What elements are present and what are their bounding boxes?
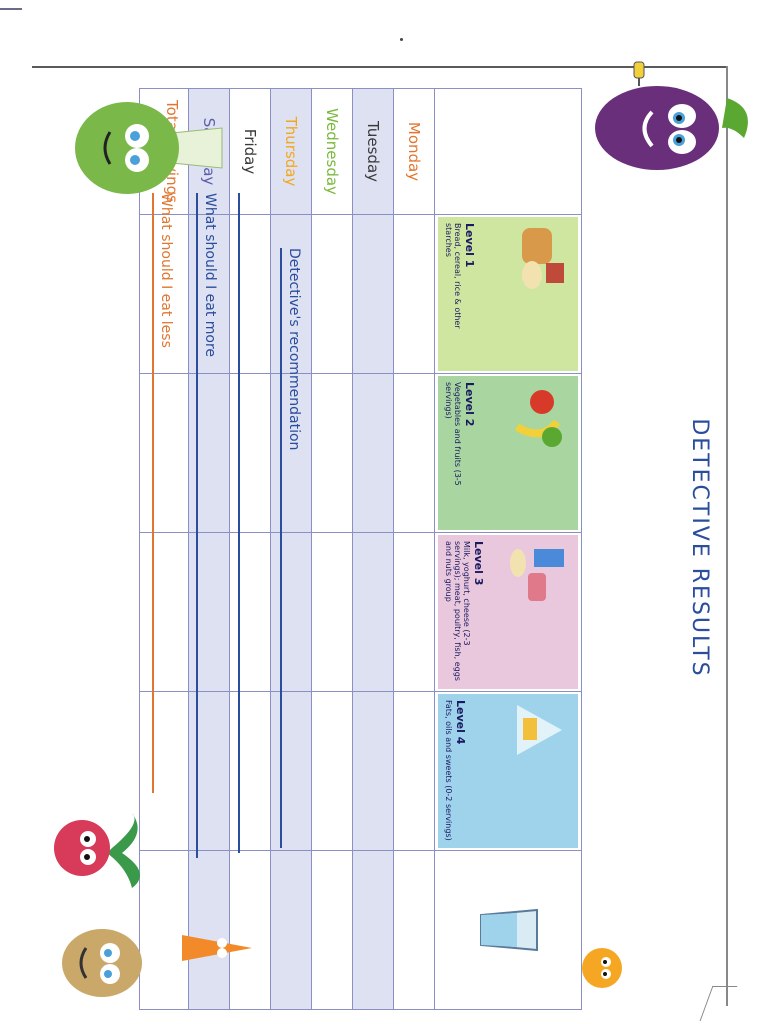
eat-less-line[interactable]: What should I eat less xyxy=(152,193,154,793)
entry-cell[interactable] xyxy=(312,692,353,851)
page-title: DETECTIVE RESULTS xyxy=(687,418,712,678)
day-label-tuesday: Tuesday xyxy=(353,89,394,215)
level-3-header: Level 3 Milk, yoghurt, cheese (2-3 servings); meat, poultry, fish, eggs and nuts group xyxy=(435,533,582,692)
scan-mark xyxy=(0,8,22,10)
entry-cell[interactable] xyxy=(394,533,435,692)
entry-cell[interactable] xyxy=(312,215,353,374)
table-row xyxy=(394,89,435,1010)
entry-cell[interactable] xyxy=(353,374,394,533)
table-header-row xyxy=(435,89,582,1010)
level-4-header: Level 4 Fats, oils and sweets (0-2 servings) xyxy=(435,692,582,851)
entry-cell[interactable] xyxy=(230,692,271,851)
entry-cell[interactable] xyxy=(353,692,394,851)
entry-cell[interactable] xyxy=(394,215,435,374)
entry-cell[interactable] xyxy=(312,851,353,1010)
fats-sweets-icon xyxy=(502,700,572,770)
pin-icon xyxy=(626,58,652,88)
entry-cell[interactable] xyxy=(312,374,353,533)
water-glass-icon xyxy=(475,900,545,960)
eggplant-character-icon xyxy=(592,68,752,188)
eat-more-line[interactable] xyxy=(238,193,240,853)
table-corner xyxy=(435,89,582,215)
entry-cell[interactable] xyxy=(271,533,312,692)
level-2-header: Level 2 Vegetables and fruits (3-5 servings) xyxy=(435,374,582,533)
entry-cell[interactable] xyxy=(230,374,271,533)
entry-cell[interactable] xyxy=(140,533,189,692)
carrot-character-icon xyxy=(172,913,262,983)
day-label-friday: Friday xyxy=(230,89,271,215)
entry-cell[interactable] xyxy=(230,215,271,374)
entry-cell[interactable] xyxy=(353,851,394,1010)
day-label-wednesday: Wednesday xyxy=(312,89,353,215)
water-header xyxy=(435,851,582,1010)
table-row xyxy=(230,89,271,1010)
entry-cell[interactable] xyxy=(230,533,271,692)
fruit-vegetables-icon xyxy=(502,382,572,452)
table-row xyxy=(353,89,394,1010)
entry-cell[interactable] xyxy=(271,692,312,851)
eat-more-answer-line[interactable]: What should I eat more xyxy=(196,193,198,858)
entry-cell[interactable] xyxy=(189,533,230,692)
potato-character-icon xyxy=(52,918,152,1008)
radish-character-icon xyxy=(42,793,152,903)
entry-cell[interactable] xyxy=(394,692,435,851)
entry-cell[interactable] xyxy=(312,533,353,692)
milk-meat-icon xyxy=(502,541,572,611)
bok-choy-character-icon xyxy=(72,88,232,208)
day-label-thursday: Thursday xyxy=(271,89,312,215)
bread-icon xyxy=(502,223,572,293)
level-1-header: Level 1 Bread, cereal, rice & other starches xyxy=(435,215,582,374)
table-row xyxy=(271,89,312,1010)
entry-cell[interactable] xyxy=(189,692,230,851)
table-row xyxy=(312,89,353,1010)
day-label-total: Total servings xyxy=(140,89,189,215)
entry-cell[interactable] xyxy=(353,215,394,374)
entry-cell[interactable] xyxy=(271,851,312,1010)
entry-cell[interactable] xyxy=(140,374,189,533)
entry-cell[interactable] xyxy=(394,851,435,1010)
entry-cell[interactable] xyxy=(189,374,230,533)
entry-cell[interactable] xyxy=(353,533,394,692)
recommendation-line[interactable]: Detective's recommendation xyxy=(280,248,282,848)
day-label-monday: Monday xyxy=(394,89,435,215)
worksheet xyxy=(32,58,752,1018)
entry-cell[interactable] xyxy=(394,374,435,533)
scan-dot xyxy=(400,38,403,41)
